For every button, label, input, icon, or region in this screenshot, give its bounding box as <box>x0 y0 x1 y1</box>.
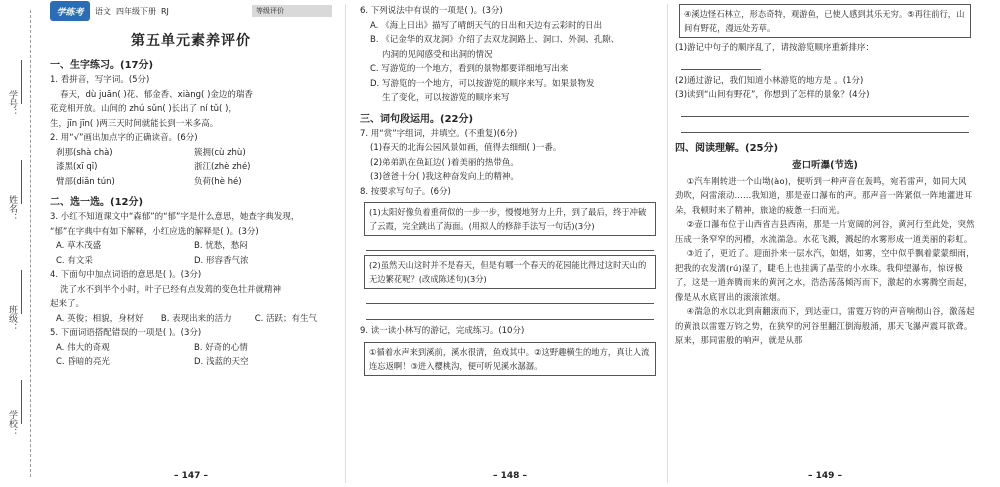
binding-line <box>30 10 31 477</box>
question-2-stem: 2. 用“√”画出加点字的正确读音。(6分) <box>50 133 198 143</box>
choice-option[interactable]: B. 好奇的心情 <box>194 342 248 353</box>
question-6-option[interactable]: A. 《海上日出》描写了晴朗天气的日出和天边有云彩时的日出 <box>370 20 603 31</box>
choice-option[interactable]: C. 昏暗的亮光 <box>56 357 110 367</box>
pinyin-option[interactable]: 臂部(diǎn tún) <box>56 176 115 187</box>
question-1-stem: 1. 看拼音，写字词。(5分) <box>50 75 150 85</box>
page-title: 第五单元素养评价 <box>131 33 251 49</box>
question-1-line: 春天，dù juān( )花、郁金香、xiàng( )金边的瑞香 <box>60 89 253 100</box>
answer-line[interactable] <box>366 292 654 304</box>
answer-line[interactable] <box>681 121 969 133</box>
question-6-option-cont: 生了变化，可以按游览的顺序来写 <box>382 93 510 103</box>
binding-label-school: 学校： <box>7 410 17 437</box>
choice-option[interactable]: D. 形容香气浓 <box>194 255 249 266</box>
section-heading: 二、选一选。(12分) <box>50 197 144 208</box>
section-heading: 一、生字练习。(17分) <box>50 60 154 71</box>
grade-label: 四年级下册 <box>116 6 156 16</box>
grade-evaluation-box: 等级评价 <box>252 5 332 17</box>
question-3-line: “郁”在字典中有如下解释，小红应选的解释是( )。(3分) <box>50 226 259 237</box>
question-7-stem: 7. 用“赏”字组词，并填空。(不重复)(6分) <box>360 128 518 139</box>
binding-field <box>21 160 22 204</box>
question-1-line: 生，jīn jīn( )两三天时间就能长到一米多高。 <box>50 118 219 129</box>
binding-label-student-id: 学号： <box>7 90 17 117</box>
choice-option[interactable]: A. 草木茂盛 <box>56 241 102 251</box>
reading-paragraph: ③近了，更近了。迎面扑来一层水汽，如烟，如雾，空中似乎飘着蒙蒙细雨，把我的衣发濡(rú)湿了，睫毛上也挂满了晶莹的小水珠。我仰望瀑布，惊讶极了，这是一道奔腾而来的黄河之水，浩浩荡荡倾泻而下，激起的水雾腾空而起，像是从水底冒出的滚滚浓烟。 <box>675 248 975 302</box>
question-6-option[interactable]: C. 写游览的一个地方，看到的景物都要详细地写出来 <box>370 64 569 74</box>
question-4-line: 起来了。 <box>50 299 85 309</box>
question-3-options <box>50 239 332 268</box>
reading-title: 壶口听瀑(节选) <box>792 159 858 171</box>
edition-label: RJ <box>161 6 169 16</box>
page-header <box>50 0 332 22</box>
question-5-options <box>50 341 332 370</box>
section-heading: 四、阅读理解。(25分) <box>675 142 779 154</box>
question-2-items <box>50 175 332 190</box>
question-6-option[interactable]: B. 《记金华的双龙洞》介绍了去双龙洞路上、洞口、外洞、孔隙、 <box>370 35 620 45</box>
answer-line[interactable] <box>681 58 761 70</box>
choice-option[interactable]: A. 伟大的奇观 <box>56 342 110 353</box>
question-9-box: ①循着水声来到溪前，溪水很清，鱼戏其中。②这野趣横生的地方，真让人流连忘返啊！③进入樱桃沟，便可听见溪水潺潺。 <box>364 342 656 376</box>
choice-option[interactable]: B. 忧愁，愁闷 <box>194 241 248 251</box>
choice-option[interactable]: C. 活跃；有生气 <box>254 313 318 324</box>
binding-label-class: 班级： <box>7 305 17 332</box>
choice-option[interactable]: A. 英俊；相貌，身材好 <box>56 313 144 324</box>
page-148 <box>360 0 660 487</box>
reading-paragraph: ②壶口瀑布位于山西省吉县西南，那是一片宽阔的河谷，黄河行至此处，突然压成一条窄窄的河槽，水流湍急。水花飞溅，溅起的水雾形成一道美丽的彩虹。 <box>675 219 975 244</box>
pinyin-option[interactable]: 浙江(zhè zhé) <box>194 162 251 172</box>
choice-option[interactable]: D. 浅蓝的天空 <box>194 357 249 367</box>
reading-paragraph: ①汽车刚转进一个山坳(ào)，便听到一种声音在轰鸣，宛若雷声，如同大风劲吹，闷雷滚动……我知道，那是壶口瀑布的声。那声音一阵紧似一阵地灌进耳朵，我顿时来了精神，旅途的疲惫一扫而光。 <box>675 175 973 215</box>
choice-option[interactable]: C. 有文采 <box>56 255 93 266</box>
question-8-box: (2)虽然天山这时并不是春天，但是有哪一个春天的花园能比得过这时天山的无边繁花呢？(改成陈述句)(3分) <box>364 255 656 289</box>
choice-option[interactable]: B. 表现出来的活力 <box>160 313 232 324</box>
question-7-item[interactable]: (1)春天的北海公园风景如画，值得去细细( )一番。 <box>370 143 562 153</box>
question-4-options <box>50 312 332 327</box>
pinyin-option[interactable]: 负荷(hè hé) <box>194 176 242 187</box>
column-divider <box>667 4 668 483</box>
question-1-line: 花竞相开放。山间的 zhú sǔn( )长出了 ní tǔ( )， <box>50 104 237 114</box>
question-4-line: 4. 下面句中加点词语的意思是( )。(3分) <box>50 270 202 280</box>
pinyin-option[interactable]: 刹那(shà chà) <box>56 147 113 158</box>
answer-line[interactable] <box>366 239 654 251</box>
question-9-stem: 9. 读一读小林写的游记，完成练习。(10分) <box>360 326 525 336</box>
question-7-item[interactable]: (3)爸爸十分( )我这种奋发向上的精神。 <box>370 172 519 182</box>
binding-field <box>21 380 22 424</box>
question-9-sub: (2)通过游记，我们知道小林游览的地方是 。(1分) <box>675 75 864 86</box>
question-7-item[interactable]: (2)弟弟趴在鱼缸边( )着美丽的热带鱼。 <box>370 157 519 168</box>
question-9-sub: (3)读到“山间有野花”，你想到了怎样的景象？(4分) <box>675 90 870 100</box>
question-5-line: 5. 下面词语搭配错误的一项是( )。(3分) <box>50 328 202 338</box>
page-147 <box>50 0 332 487</box>
answer-line[interactable] <box>681 105 969 117</box>
question-4-line: 洗了水不到半个小时，叶子已经有点发蔫的变色壮并就精神 <box>60 284 282 295</box>
binding-field <box>21 60 22 104</box>
answer-line[interactable] <box>366 308 654 320</box>
question-6-option-cont: 内洞的见闻感受和出洞的情况 <box>382 49 493 60</box>
question-3-line: 3. 小红不知道课文中“森郁”的“郁”字是什么意思，她查字典发现， <box>50 212 300 222</box>
page-number: – 148 – <box>492 471 528 481</box>
binding-label-name: 姓名： <box>7 195 17 222</box>
question-2-items <box>50 146 332 161</box>
binding-margin <box>0 0 46 487</box>
question-9-sub: (1)游记中句子的顺序乱了，请按游览顺序重新排序： <box>675 43 875 53</box>
page-number: – 149 – <box>675 471 975 481</box>
question-9-box-cont: ④溪边怪石林立，形态奇特，观游鱼，已使人感到其乐无穷。⑤再往前行，山间有野花，漫远处芳草。 <box>679 4 971 38</box>
pinyin-option[interactable]: 漆黑(xī qī) <box>56 162 98 172</box>
question-8-stem: 8. 按要求写句子。(6分) <box>360 186 451 197</box>
section-heading: 三、词句段运用。(22分) <box>360 113 474 125</box>
question-6-line: 6. 下列说法中有误的一项是( )。(3分) <box>360 6 503 16</box>
page-number: – 147 – <box>173 471 209 481</box>
column-divider <box>345 4 346 483</box>
subject-label: 语文 <box>95 6 111 16</box>
binding-field <box>21 270 22 314</box>
pinyin-option[interactable]: 簇拥(cù zhù) <box>194 147 246 158</box>
question-8-box: (1)太阳好像负着重荷似的一步一步，慢慢地努力上升，到了最后，终于冲破了云霞，完全跳出了海面。(用拟人的修辞手法写一句话)(3分) <box>364 202 656 236</box>
brand-logo: 学练考 <box>50 1 90 21</box>
reading-paragraph: ④湍急的水以北到南翻滚而下，到达壶口，雷霆万钧的声音响彻山谷，激荡起的黄浪以雷霆万钧之势，在狭窄的河谷里翻江倒海般涌，那天飞瀑声震耳欲聋。原来，那同雷般的响声，就是从那 <box>675 306 975 345</box>
question-6-option[interactable]: D. 写游览的一个地方，可以按游览的顺序来写。如果景物发 <box>370 78 595 89</box>
question-2-items <box>50 160 332 175</box>
page-149 <box>675 0 975 487</box>
